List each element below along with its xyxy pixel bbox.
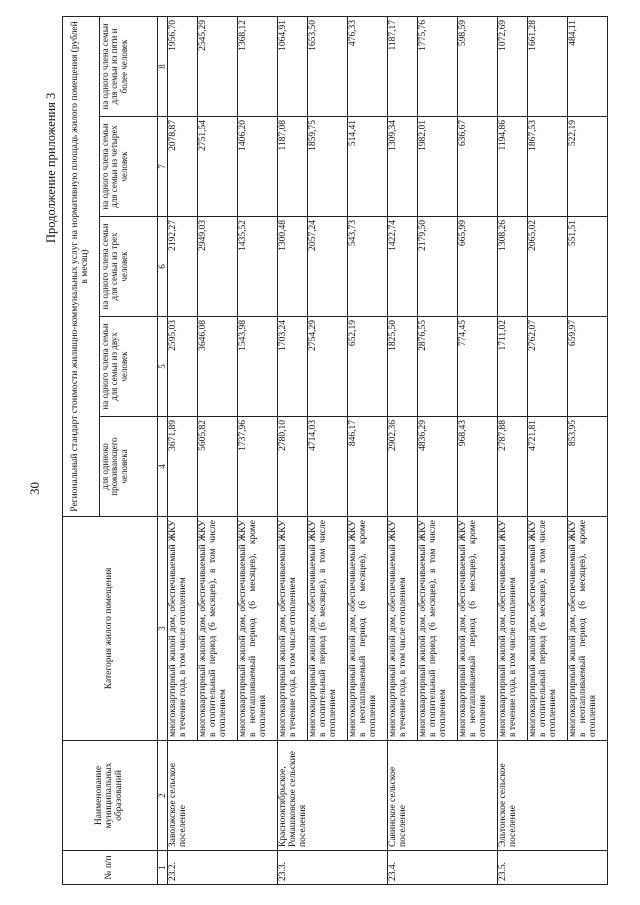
rate-value: 659,97: [568, 317, 608, 417]
rate-value: 1982,01: [418, 117, 458, 217]
rate-value: 2595,03: [168, 317, 198, 417]
rate-value: 1703,24: [278, 317, 308, 417]
row-number: 23.3.: [278, 851, 388, 885]
table-row: [388, 16, 418, 884]
rate-value: 4721,81: [528, 417, 568, 517]
rate-value: 2751,54: [198, 117, 238, 217]
column-index: 3: [158, 517, 168, 741]
municipality-name: Краснооктябрьское, Ромашковское сельские поселения: [278, 741, 388, 851]
rate-value: 853,95: [568, 417, 608, 517]
column-index: 7: [158, 117, 168, 217]
rate-value: 484,11: [568, 16, 608, 116]
rate-value: 476,33: [348, 16, 388, 116]
housing-category: многоквартирный жилой дом, обеспечиваемый ЖКУ в отопительный период (6 месяцев), в том числе отоплением: [528, 517, 568, 741]
rate-value: 522,19: [568, 117, 608, 217]
housing-category: многоквартирный жилой дом, обеспечиваемый ЖКУ в отопительный период (6 месяцев), в том числе отоплением: [308, 517, 348, 741]
housing-category: многоквартирный жилой дом, обеспечиваемый ЖКУ в неотапливаемый период (6 месяцев), кроме отопления: [238, 517, 278, 741]
municipality-name: Эльтонское сельское поселение: [498, 741, 608, 851]
housing-category: многоквартирный жилой дом, обеспечиваемый ЖКУ в отопительный период (6 месяцев), в том числе отоплением: [198, 517, 238, 741]
housing-category: многоквартирный жилой дом, обеспечиваемый ЖКУ в неотапливаемый период (6 месяцев), кроме отопления: [568, 517, 608, 741]
rate-value: 1867,53: [528, 117, 568, 217]
rate-value: 514,41: [348, 117, 388, 217]
rate-value: 4836,29: [418, 417, 458, 517]
rate-value: 2949,03: [198, 217, 238, 317]
rate-value: 2762,07: [528, 317, 568, 417]
rate-value: 1543,98: [238, 317, 278, 417]
rate-value: 1825,50: [388, 317, 418, 417]
row-number: 23.4.: [388, 851, 498, 885]
header-row-top: [63, 16, 100, 884]
rate-value: 1406,20: [238, 117, 278, 217]
rate-value: 2754,29: [308, 317, 348, 417]
rate-value: 2192,27: [168, 217, 198, 317]
header-no: № п/п: [63, 851, 158, 885]
housing-category: многоквартирный жилой дом, обеспечиваемый ЖКУ в течение года, в том числе отоплением: [278, 517, 308, 741]
column-index: 2: [158, 741, 168, 851]
rate-value: 1711,02: [498, 317, 528, 417]
column-index: 4: [158, 417, 168, 517]
rate-value: 2078,87: [168, 117, 198, 217]
tariff-table: [62, 16, 608, 885]
table-row: [278, 16, 308, 884]
rate-value: 551,51: [568, 217, 608, 317]
rate-value: 2065,02: [528, 217, 568, 317]
subheader-family-4: на одного члена семьи для семьи из четырех человек: [100, 117, 158, 217]
header-standard: Региональный стандарт стоимости жилищно-коммунальных услуг на нормативную площадь жилого помещения (рублей в месяц): [63, 16, 100, 516]
column-index: 8: [158, 16, 168, 116]
subheader-family-3: на одного члена семьи для семьи из трех человек: [100, 217, 158, 317]
rate-value: 1308,26: [498, 217, 528, 317]
header-name: Наименование муниципальных образований: [63, 741, 158, 851]
housing-category: многоквартирный жилой дом, обеспечиваемый ЖКУ в неотапливаемый период (6 месяцев), кроме отопления: [348, 517, 388, 741]
table-body: [63, 16, 608, 884]
rate-value: 1187,08: [278, 117, 308, 217]
rate-value: 3671,89: [168, 417, 198, 517]
subheader-single: для одиноко проживающего человека: [100, 417, 158, 517]
municipality-name: Заволжское сельское поселение: [168, 741, 278, 851]
rate-value: 968,43: [458, 417, 498, 517]
rate-value: 598,59: [458, 16, 498, 116]
rate-value: 2057,24: [308, 217, 348, 317]
rate-value: 1309,34: [388, 117, 418, 217]
housing-category: многоквартирный жилой дом, обеспечиваемый ЖКУ в неотапливаемый период (6 месяцев), кроме отопления: [458, 517, 498, 741]
rate-value: 846,17: [348, 417, 388, 517]
rate-value: 1422,74: [388, 217, 418, 317]
rate-value: 2876,55: [418, 317, 458, 417]
appendix-continuation-title: Продолжение приложения 3: [44, 92, 58, 243]
column-index: 1: [158, 851, 168, 885]
rate-value: 1187,17: [388, 16, 418, 116]
rate-value: 1661,28: [528, 16, 568, 116]
rate-value: 652,19: [348, 317, 388, 417]
housing-category: многоквартирный жилой дом, обеспечиваемый ЖКУ в отопительный период (6 месяцев), в том числе отоплением: [418, 517, 458, 741]
housing-category: многоквартирный жилой дом, обеспечиваемый ЖКУ в течение года, в том числе отоплением: [498, 517, 528, 741]
rate-value: 2179,50: [418, 217, 458, 317]
rate-value: 2545,29: [198, 16, 238, 116]
rate-value: 2780,10: [278, 417, 308, 517]
rate-value: 3646,08: [198, 317, 238, 417]
rate-value: 1064,91: [278, 16, 308, 116]
rate-value: 1435,52: [238, 217, 278, 317]
housing-category: многоквартирный жилой дом, обеспечиваемый ЖКУ в течение года, в том числе отоплением: [168, 517, 198, 741]
column-index-row: [158, 16, 168, 884]
rate-value: 5605,82: [198, 417, 238, 517]
rate-value: 636,67: [458, 117, 498, 217]
row-number: 23.5.: [498, 851, 608, 885]
subheader-family-2: на одного члена семьи для семьи из двух человек: [100, 317, 158, 417]
rate-value: 543,73: [348, 217, 388, 317]
rate-value: 1368,12: [238, 16, 278, 116]
rate-value: 2902,36: [388, 417, 418, 517]
table-row: [168, 16, 198, 884]
rate-value: 1300,48: [278, 217, 308, 317]
municipality-name: Савинское сельское поселение: [388, 741, 498, 851]
rate-value: 1737,96: [238, 417, 278, 517]
subheader-family-5-plus: на одного члена семьи для семьи из пяти и более человек: [100, 16, 158, 116]
page-number: 30: [27, 482, 42, 495]
row-number: 23.2.: [168, 851, 278, 885]
header-category: Категория жилого помещения: [63, 517, 158, 741]
column-index: 6: [158, 217, 168, 317]
rate-value: 665,99: [458, 217, 498, 317]
table-row: [498, 16, 528, 884]
rate-value: 2787,88: [498, 417, 528, 517]
rate-value: 1194,86: [498, 117, 528, 217]
rate-value: 1072,69: [498, 16, 528, 116]
column-index: 5: [158, 317, 168, 417]
housing-category: многоквартирный жилой дом, обеспечиваемый ЖКУ в течение года, в том числе отоплением: [388, 517, 418, 741]
rate-value: 1859,75: [308, 117, 348, 217]
rate-value: 774,45: [458, 317, 498, 417]
rate-value: 1956,70: [168, 16, 198, 116]
rate-value: 1653,50: [308, 16, 348, 116]
rate-value: 4714,03: [308, 417, 348, 517]
rate-value: 1775,76: [418, 16, 458, 116]
